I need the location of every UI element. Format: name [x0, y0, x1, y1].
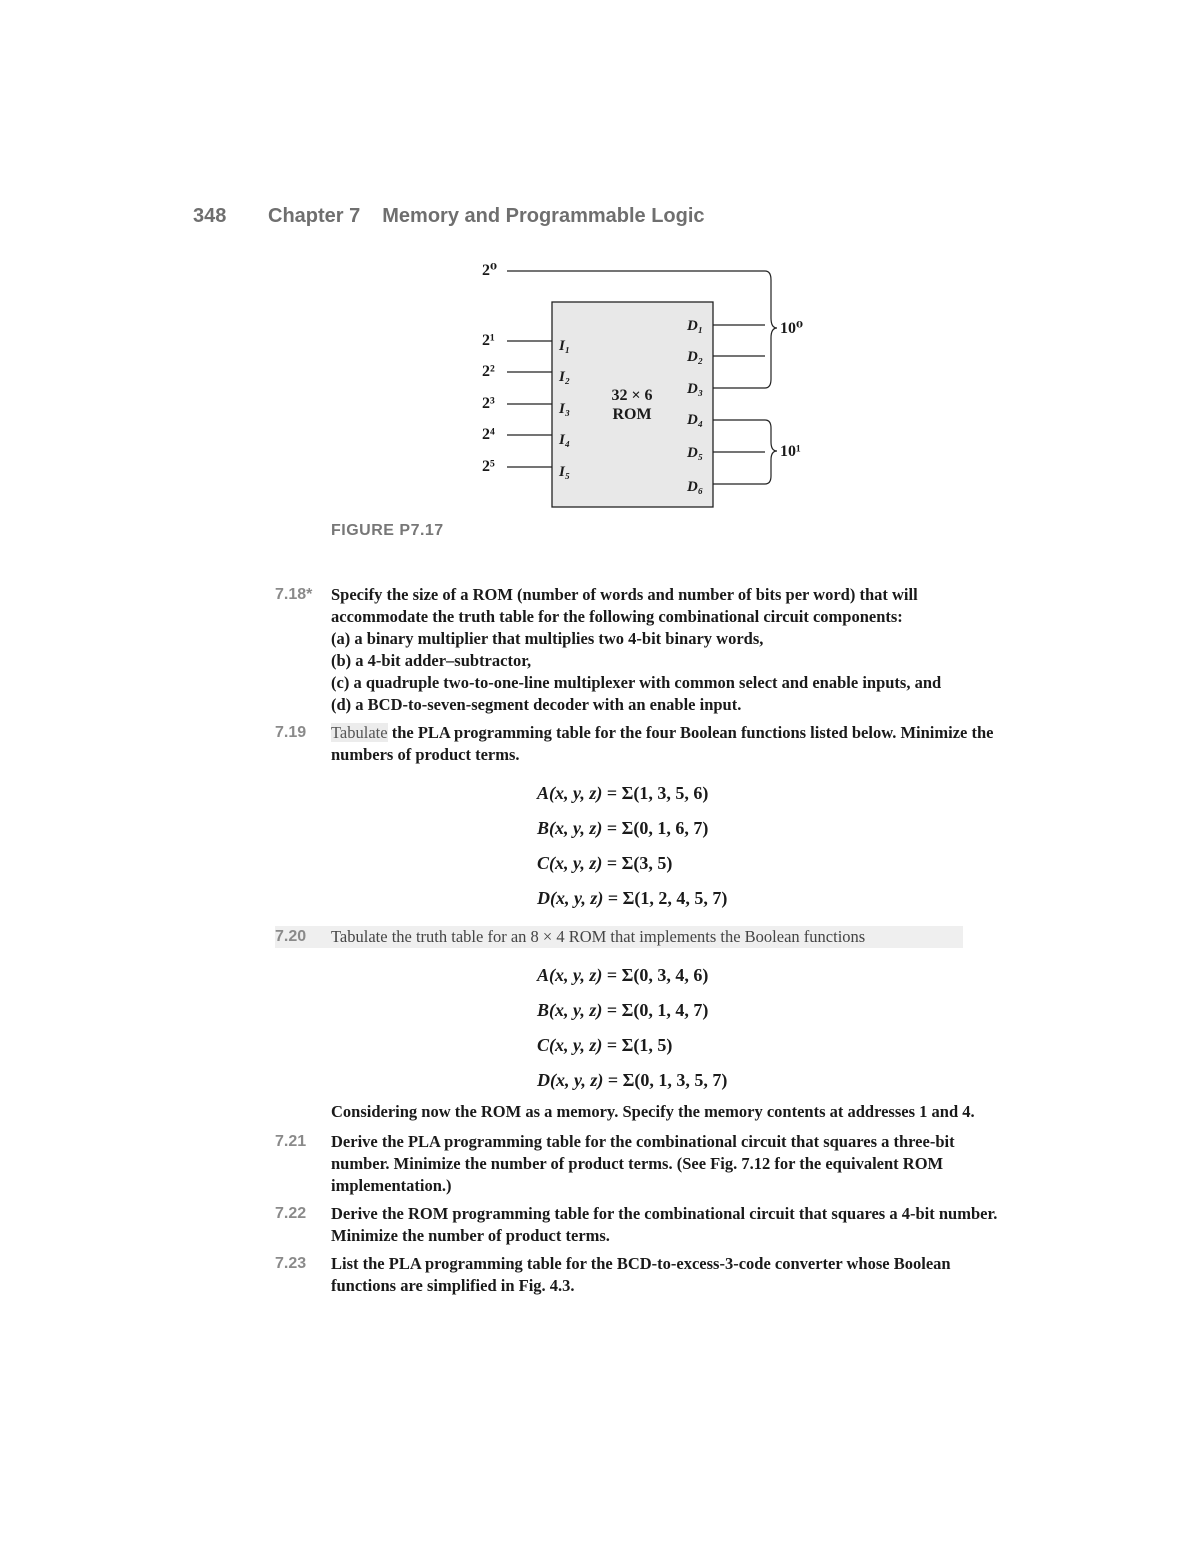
page-number: 348 [193, 205, 227, 227]
problem-7-20-followup [275, 1101, 1010, 1123]
problem-number: 7.18* [275, 586, 313, 603]
problem-number: 7.20 [275, 928, 307, 945]
rom-input-4: I₄ [559, 432, 571, 448]
input-label-4: 2⁴ [482, 426, 495, 443]
equation: D(x, y, z) = Σ(0, 1, 3, 5, 7) [537, 1070, 728, 1090]
equations-7-20 [537, 958, 727, 1098]
problem-text: Specify the size of a ROM (number of words and number of bits per word) that will accommodate the truth table for the following combinational circuit components: [331, 585, 918, 626]
problem-number: 7.23 [275, 1255, 307, 1272]
problem-number: 7.19 [275, 724, 307, 741]
highlighted-word: Tabulate [331, 723, 388, 742]
rom-input-1: I₁ [559, 338, 571, 354]
problem-text: Tabulate the truth table for an 8 × 4 ROM that implements the Boolean functions [331, 927, 866, 946]
equation: C(x, y, z) = Σ(1, 5) [537, 1035, 673, 1055]
rom-output-6: D₆ [687, 479, 704, 495]
rom-input-3: I₃ [559, 401, 571, 417]
input-label-1: 2¹ [482, 332, 495, 349]
input-label-2: 2² [482, 363, 495, 380]
problem-text: the PLA programming table for the four Boolean functions listed below. Minimize the numbers of product terms. [331, 723, 994, 764]
rom-size-label: 32 × 6 [611, 387, 653, 404]
chapter-label: Chapter 7 [268, 205, 361, 227]
problem-7-20 [275, 926, 963, 948]
problem-text: Considering now the ROM as a memory. Specify the memory contents at addresses 1 and 4. [331, 1102, 975, 1121]
problem-7-23 [275, 1253, 1010, 1297]
equation: B(x, y, z) = Σ(0, 1, 4, 7) [537, 1000, 709, 1020]
rom-output-2: D₂ [687, 349, 704, 365]
figure-caption: FIGURE P7.17 [331, 522, 444, 539]
rom-output-5: D₅ [687, 445, 704, 461]
input-label-3: 2³ [482, 395, 495, 412]
brace-tens-1 [765, 420, 777, 484]
output-group-tens: 10¹ [780, 443, 801, 460]
rom-figure [0, 0, 1200, 540]
brace-tens-0 [765, 271, 777, 388]
equations-7-19 [537, 776, 727, 916]
list-item: (a) a binary multiplier that multiplies two 4-bit binary words, [331, 629, 764, 648]
problem-text: Derive the ROM programming table for the combinational circuit that squares a 4-bit number. Minimize the number of product terms. [331, 1204, 998, 1245]
input-label-0: 2⁰ [482, 262, 498, 279]
list-item: (d) a BCD-to-seven-segment decoder with an enable input. [331, 695, 742, 714]
equation: D(x, y, z) = Σ(1, 2, 4, 5, 7) [537, 888, 728, 908]
rom-output-4: D₄ [687, 412, 704, 428]
rom-input-5: I₅ [559, 464, 571, 480]
problem-number: 7.21 [275, 1133, 307, 1150]
rom-diagram [0, 0, 1200, 540]
list-item: (b) a 4-bit adder–subtractor, [331, 651, 532, 670]
rom-output-3: D₃ [687, 381, 704, 397]
problem-text: List the PLA programming table for the BCD-to-excess-3-code converter whose Boolean functions are simplified in Fig. 4.3. [331, 1254, 951, 1295]
problem-7-19 [275, 722, 1010, 766]
rom-name-label: ROM [612, 406, 652, 423]
rom-input-2: I₂ [559, 369, 571, 385]
input-label-5: 2⁵ [482, 458, 495, 475]
problem-7-18 [275, 584, 1010, 716]
equation: C(x, y, z) = Σ(3, 5) [537, 853, 673, 873]
problem-number: 7.22 [275, 1205, 307, 1222]
rom-output-1: D₁ [687, 318, 704, 334]
list-item: (c) a quadruple two-to-one-line multiplexer with common select and enable inputs, and [331, 673, 942, 692]
problem-text: Derive the PLA programming table for the combinational circuit that squares a three-bit number. Minimize the number of product terms. (See Fig. 7.12 for the equivalent ROM implementation.) [331, 1132, 955, 1195]
equation: B(x, y, z) = Σ(0, 1, 6, 7) [537, 818, 709, 838]
problem-7-22 [275, 1203, 1010, 1247]
chapter-title: Memory and Programmable Logic [382, 205, 705, 227]
equation: A(x, y, z) = Σ(1, 3, 5, 6) [537, 783, 709, 803]
output-group-ones: 10⁰ [780, 320, 804, 337]
problem-7-21 [275, 1131, 1010, 1197]
equation: A(x, y, z) = Σ(0, 3, 4, 6) [537, 965, 709, 985]
